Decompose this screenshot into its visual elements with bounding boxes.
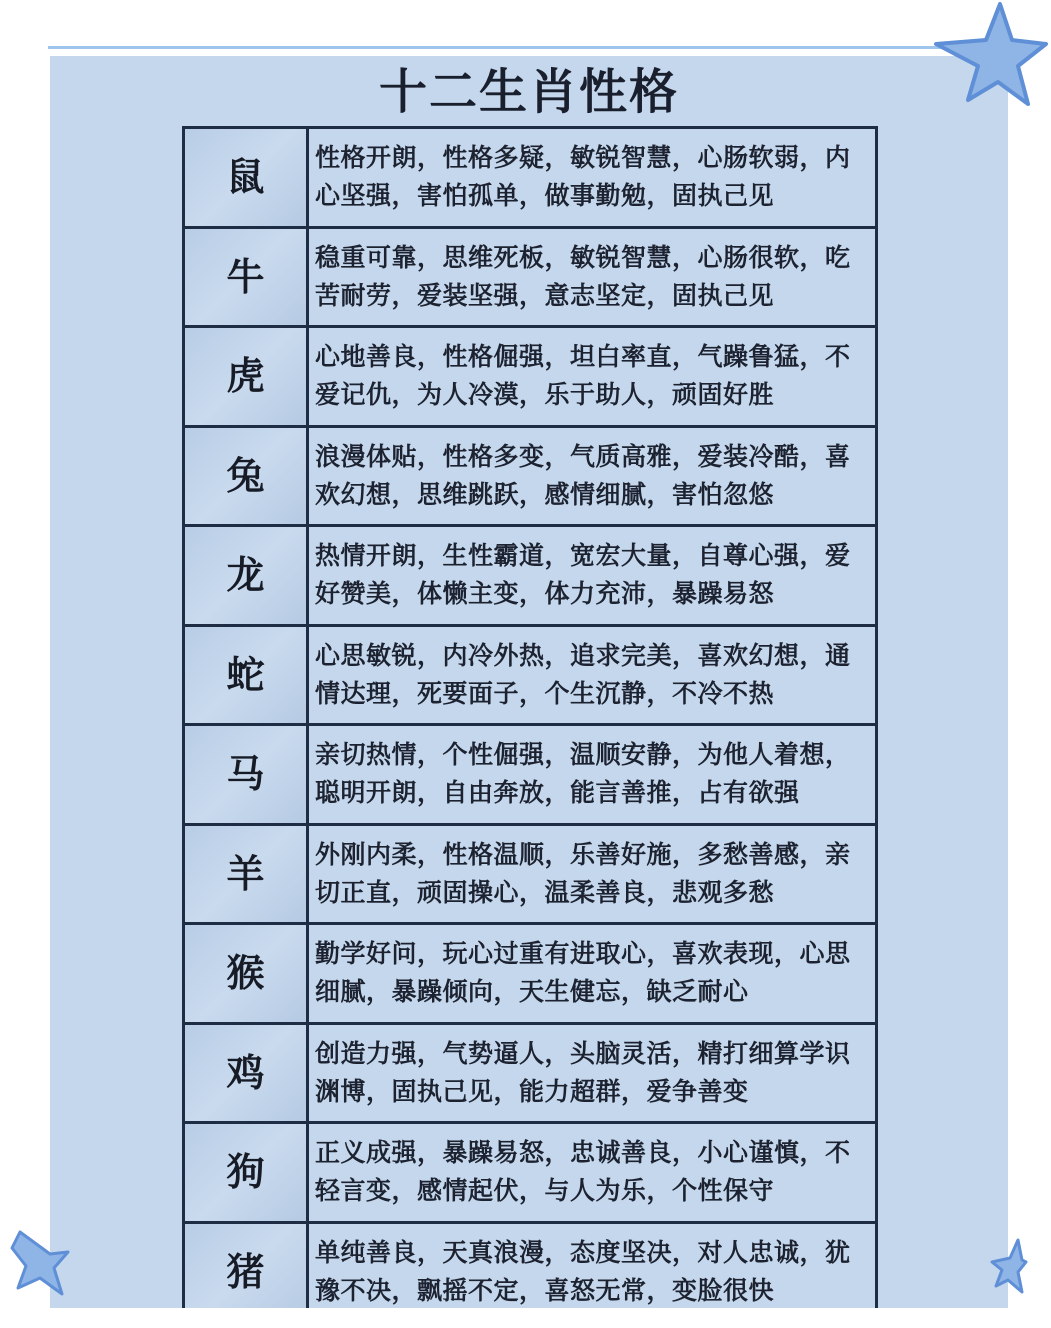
traits-text: 创造力强，气势逼人，头脑灵活，精打细算学识渊博，固执己见，能力超群，爱争善变 — [315, 1038, 851, 1106]
page-title: 十二生肖性格 — [378, 64, 679, 120]
animal-name: 牛 — [226, 254, 265, 299]
animal-cell — [185, 428, 309, 525]
animal-name: 狗 — [226, 1150, 265, 1195]
traits-text: 心思敏锐，内冷外热，追求完美，喜欢幻想，通情达理，死要面子，个生沉静，不冷不热 — [315, 640, 851, 708]
animal-cell — [185, 925, 309, 1022]
table-row — [185, 925, 875, 1025]
animal-name: 鼠 — [226, 155, 265, 200]
traits-cell — [309, 428, 875, 525]
animal-cell — [185, 1124, 309, 1221]
animal-cell — [185, 229, 309, 326]
animal-cell — [185, 726, 309, 823]
traits-cell — [309, 1025, 875, 1122]
animal-name: 羊 — [226, 851, 265, 896]
traits-text: 正义成强，暴躁易怒，忠诚善良，小心谨慎，不轻言变，感情起伏，与人为乐，个性保守 — [315, 1138, 851, 1205]
zodiac-panel — [50, 56, 1008, 1308]
animal-name: 蛇 — [226, 652, 265, 697]
table-row — [185, 1224, 875, 1309]
traits-text: 亲切热情，个性倔强，温顺安静，为他人着想，聪明开朗，自由奔放，能言善推，占有欲强 — [315, 740, 851, 807]
traits-cell — [309, 925, 875, 1022]
traits-cell — [309, 1124, 875, 1221]
animal-cell — [185, 129, 309, 226]
table-row — [185, 229, 875, 329]
traits-cell — [309, 1224, 875, 1309]
star-icon — [10, 1228, 70, 1298]
traits-text: 稳重可靠，思维死板，敏锐智慧，心肠很软，吃苦耐劳，爱装坚强，意志坚定，固执己见 — [315, 242, 851, 310]
traits-cell — [309, 826, 875, 923]
animal-cell — [185, 1025, 309, 1122]
animal-cell — [185, 328, 309, 425]
traits-text: 勤学好问，玩心过重有进取心，喜欢表现，心思细腻，暴躁倾向，天生健忘，缺乏耐心 — [315, 939, 851, 1006]
animal-name: 兔 — [226, 453, 265, 498]
animal-name: 马 — [226, 752, 265, 797]
star-icon — [988, 1236, 1028, 1296]
traits-cell — [309, 527, 875, 624]
table-row — [185, 129, 875, 229]
zodiac-table — [182, 126, 878, 1308]
table-row — [185, 627, 875, 727]
animal-name: 鸡 — [226, 1050, 265, 1095]
table-row — [185, 726, 875, 826]
table-row — [185, 1124, 875, 1224]
animal-cell — [185, 826, 309, 923]
table-row — [185, 328, 875, 428]
traits-cell — [309, 129, 875, 226]
traits-text: 浪漫体贴，性格多变，气质高雅，爱装冷酷，喜欢幻想，思维跳跃，感情细腻，害怕忽悠 — [315, 441, 851, 509]
animal-name: 猪 — [226, 1249, 265, 1294]
top-frame-line — [48, 46, 1010, 49]
animal-cell — [185, 627, 309, 724]
traits-cell — [309, 726, 875, 823]
table-row — [185, 428, 875, 528]
animal-name: 猴 — [226, 951, 265, 996]
table-row — [185, 826, 875, 926]
star-icon — [928, 0, 1048, 120]
traits-cell — [309, 627, 875, 724]
animal-cell — [185, 527, 309, 624]
animal-cell — [185, 1224, 309, 1309]
traits-text: 单纯善良，天真浪漫，态度坚决，对人忠诚，犹豫不决，飘摇不定，喜怒无常，变脸很快 — [315, 1237, 851, 1305]
table-row — [185, 1025, 875, 1125]
table-row — [185, 527, 875, 627]
animal-name: 虎 — [226, 354, 265, 399]
traits-text: 心地善良，性格倔强，坦白率直，气躁鲁猛，不爱记仇，为人冷漠，乐于助人，顽固好胜 — [315, 342, 851, 409]
traits-text: 性格开朗，性格多疑，敏锐智慧，心肠软弱，内心坚强，害怕孤单，做事勤勉，固执己见 — [315, 143, 851, 210]
traits-text: 热情开朗，生性霸道，宽宏大量，自尊心强，爱好赞美，体懒主变，体力充沛，暴躁易怒 — [315, 541, 851, 608]
traits-cell — [309, 328, 875, 425]
traits-text: 外刚内柔，性格温顺，乐善好施，多愁善感，亲切正直，顽固操心，温柔善良，悲观多愁 — [315, 839, 851, 907]
animal-name: 龙 — [226, 553, 265, 598]
traits-cell — [309, 229, 875, 326]
